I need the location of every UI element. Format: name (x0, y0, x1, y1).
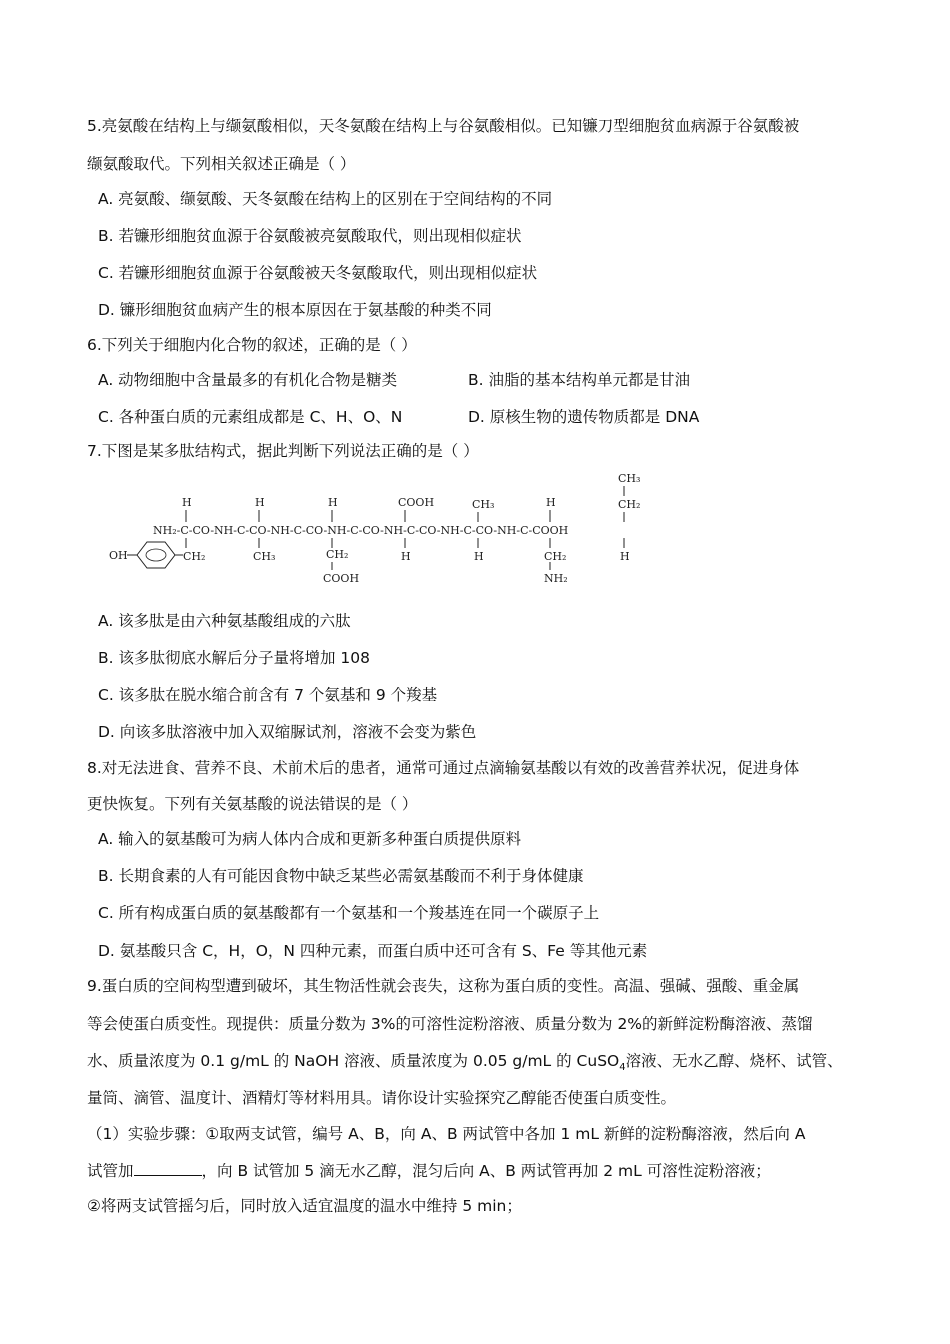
top-h-2: H (255, 496, 265, 509)
bottom-cooh-3: COOH (323, 572, 360, 585)
q6-stem: 6.下列关于细胞内化合物的叙述，正确的是（ ） (87, 336, 417, 354)
q8-option-b: B. 长期食素的人有可能因食物中缺乏某些必需氨基酸而不利于身体健康 (98, 867, 584, 885)
bottom-ch2-1: CH₂ (183, 550, 206, 563)
top-cooh-4: COOH (398, 496, 435, 509)
bottom-ch3-2: CH₃ (253, 550, 276, 563)
q9-line3-subscript: 4 (619, 1062, 626, 1074)
q9-line3-part2: 溶液、无水乙醇、烧杯、试管、 (625, 1052, 843, 1070)
q7-option-d: D. 向该多肽溶液中加入双缩脲试剂，溶液不会变为紫色 (98, 723, 477, 741)
q5-option-b: B. 若镰形细胞贫血源于谷氨酸被亮氨酸取代，则出现相似症状 (98, 227, 522, 245)
q9-line6-part2: ，向 B 试管加 5 滴无水乙醇，混匀后向 A、B 两试管再加 2 mL 可溶性淀粉溶液； (201, 1162, 771, 1180)
q9-line3-part1: 水、质量浓度为 0.1 g/mL 的 NaOH 溶液、质量浓度为 0.05 g/mL 的 CuSO (87, 1052, 620, 1070)
top-ch3-5: CH₃ (472, 498, 495, 511)
q8-option-d: D. 氨基酸只含 C，H，O，N 四种元素，而蛋白质中还可含有 S、Fe 等其他元素 (98, 942, 648, 960)
q7-option-c: C. 该多肽在脱水缩合前含有 7 个氨基和 9 个羧基 (98, 686, 438, 704)
q9-line3 (87, 1050, 843, 1072)
q9-line7: ②将两支试管摇匀后，同时放入适宜温度的温水中维持 5 min； (87, 1197, 522, 1215)
q9-line5: （1）实验步骤：①取两支试管，编号 A、B，向 A、B 两试管中各加 1 mL 新鲜的淀粉酶溶液，然后向 A (87, 1125, 806, 1143)
q7-option-b: B. 该多肽彻底水解后分子量将增加 108 (98, 649, 371, 667)
bottom-h-4: H (401, 550, 411, 563)
answer-blank[interactable] (134, 1161, 202, 1176)
main-chain-text: NH₂-C-CO-NH-C-CO-NH-C-CO-NH-C-CO-NH-C-CO-NH-C-CO-NH-C-COOH (153, 524, 569, 537)
q8-stem-line2: 更快恢复。下列有关氨基酸的说法错误的是（ ） (87, 795, 418, 813)
bottom-ch2-6: CH₂ (544, 550, 567, 563)
top-ch3-7: CH₃ (618, 472, 641, 485)
hydroxyl-text: OH (109, 549, 128, 562)
q8-option-c: C. 所有构成蛋白质的氨基酸都有一个氨基和一个羧基连在同一个碳原子上 (98, 904, 600, 922)
q5-stem-line2: 缬氨酸取代。下列相关叙述正确是（ ） (87, 155, 356, 173)
q6-option-b: B. 油脂的基本结构单元都是甘油 (468, 371, 690, 389)
q7-stem: 7.下图是某多肽结构式，据此判断下列说法正确的是（ ） (87, 442, 479, 460)
q5-stem-line1: 5.亮氨酸在结构上与缬氨酸相似，天冬氨酸在结构上与谷氨酸相似。已知镰刀型细胞贫血病源于谷氨酸被 (87, 117, 800, 135)
q6-option-c: C. 各种蛋白质的元素组成都是 C、H、O、N (98, 408, 403, 426)
q6-option-d: D. 原核生物的遗传物质都是 DNA (468, 408, 700, 426)
q9-line6-part1: 试管加 (87, 1162, 134, 1180)
q9-line1: 9.蛋白质的空间构型遭到破坏，其生物活性就会丧失，这称为蛋白质的变性。高温、强碱、强酸、重金属 (87, 977, 800, 995)
q7-option-a: A. 该多肽是由六种氨基酸组成的六肽 (98, 612, 351, 630)
top-h-6: H (546, 496, 556, 509)
bottom-ch2-3: CH₂ (326, 548, 349, 561)
q5-option-c: C. 若镰形细胞贫血源于谷氨酸被天冬氨酸取代，则出现相似症状 (98, 264, 538, 282)
q5-option-d: D. 镰形细胞贫血病产生的根本原因在于氨基酸的种类不同 (98, 301, 492, 319)
bottom-nh2-6: NH₂ (544, 572, 568, 585)
q9-line2: 等会使蛋白质变性。现提供：质量分数为 3%的可溶性淀粉溶液、质量分数为 2%的新鲜淀粉酶溶液、蒸馏 (87, 1015, 813, 1033)
top-h-3: H (328, 496, 338, 509)
benzene-ring (137, 542, 175, 568)
q9-line4: 量筒、滴管、温度计、酒精灯等材料用具。请你设计实验探究乙醇能否使蛋白质变性。 (87, 1089, 677, 1107)
polypeptide-structure-diagram (105, 470, 705, 595)
q6-option-a: A. 动物细胞中含量最多的有机化合物是糖类 (98, 371, 398, 389)
q9-line6 (87, 1160, 771, 1182)
q5-option-a: A. 亮氨酸、缬氨酸、天冬氨酸在结构上的区别在于空间结构的不同 (98, 190, 553, 208)
top-ch2-7: CH₂ (618, 498, 641, 511)
q8-stem-line1: 8.对无法进食、营养不良、术前术后的患者，通常可通过点滴输氨基酸以有效的改善营养状况，促进身体 (87, 759, 800, 777)
top-h-1: H (182, 496, 192, 509)
bottom-h-7: H (620, 550, 630, 563)
q8-option-a: A. 输入的氨基酸可为病人体内合成和更新多种蛋白质提供原料 (98, 830, 522, 848)
bottom-h-5: H (474, 550, 484, 563)
